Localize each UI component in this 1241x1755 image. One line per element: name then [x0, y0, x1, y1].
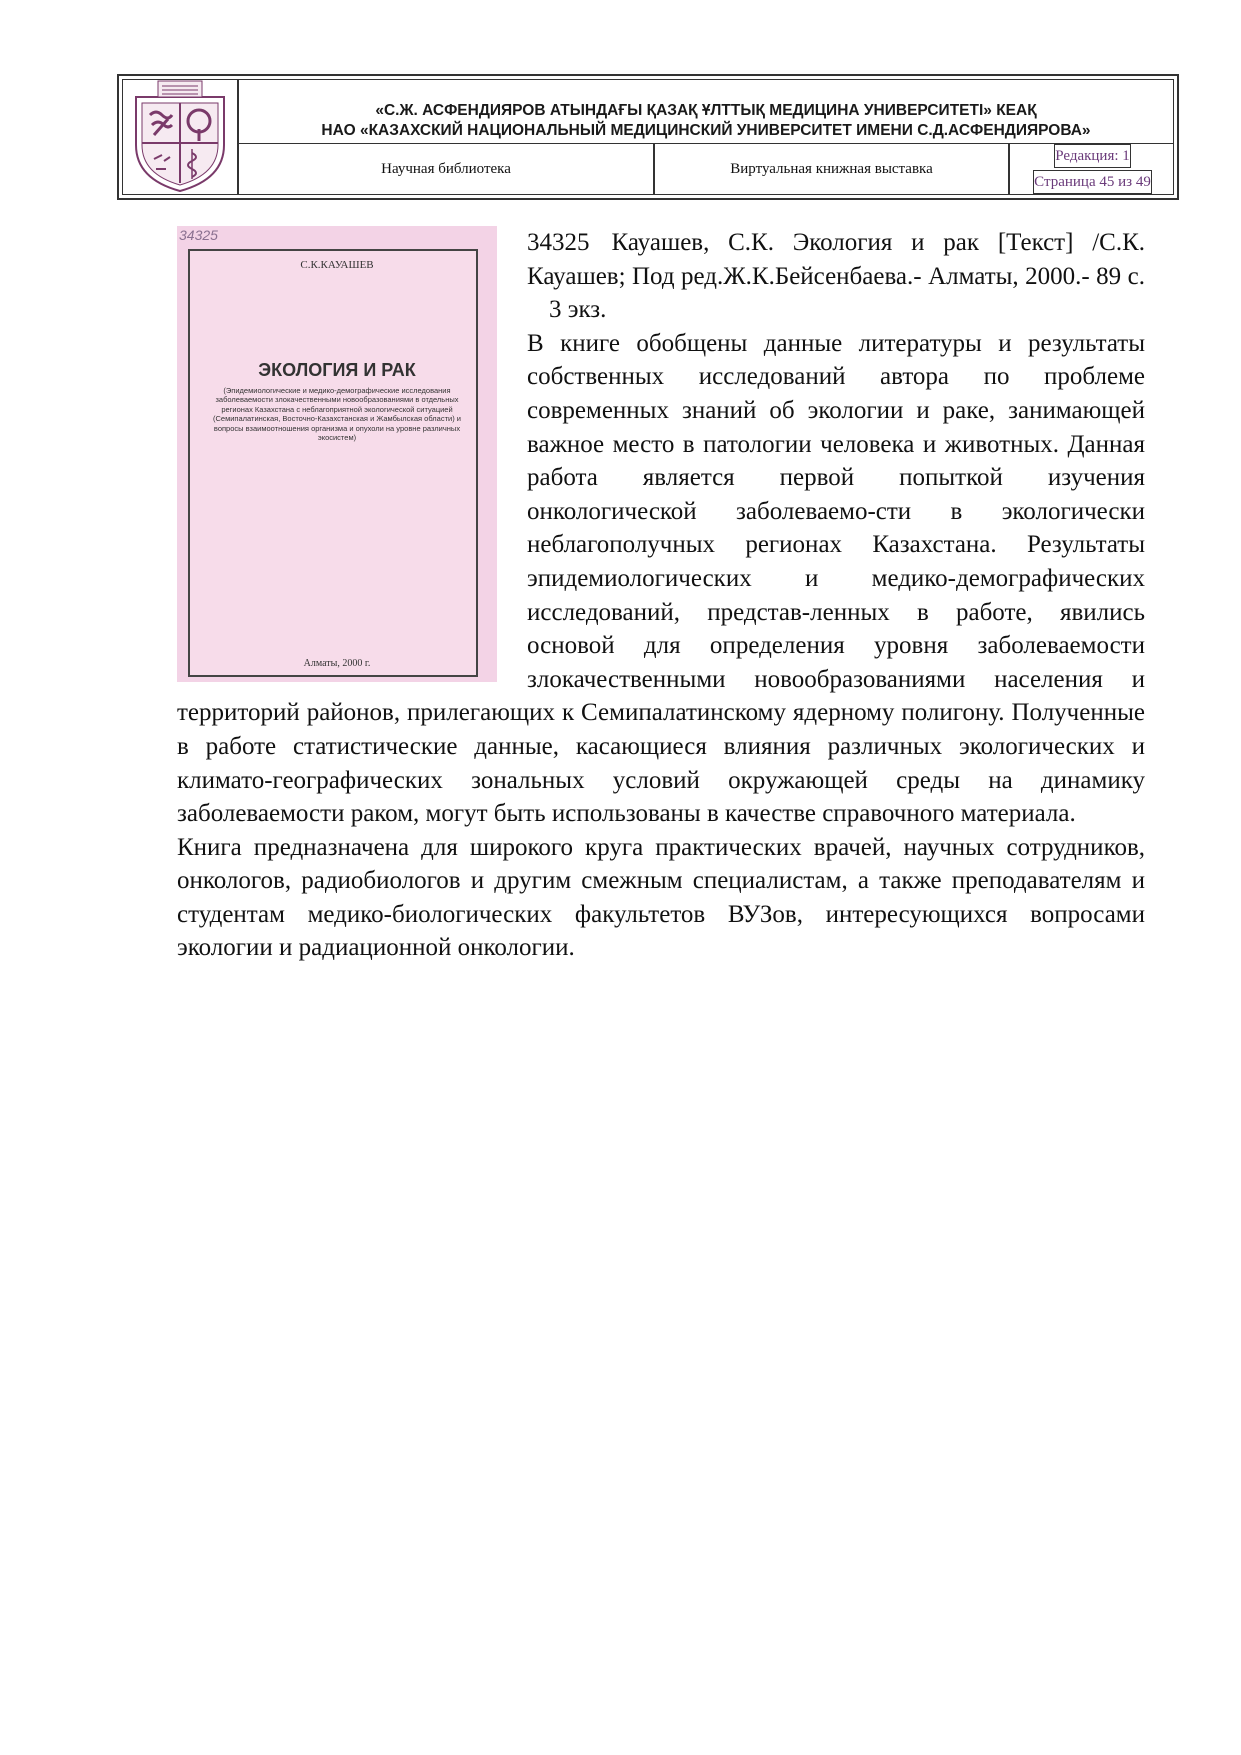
cover-inventory-mark: 34325	[179, 227, 218, 243]
cover-title: ЭКОЛОГИЯ И РАК	[258, 360, 416, 380]
exhibition-label: Виртуальная книжная выставка	[655, 144, 1010, 194]
citation-text: Кауашев, С.К. Экология и рак [Текст] /С.К. Кауашев; Под ред.Ж.К.Бейсенбаева.- Алматы, 2000.- 89 с.	[527, 229, 1145, 290]
university-emblem-icon	[128, 79, 232, 195]
cover-author: С.К.КАУАШЕВ	[300, 259, 374, 271]
edition-label: Редакция: 1	[1054, 144, 1131, 168]
copies-count: 3 экз.	[549, 296, 607, 324]
title-kz: «С.Ж. АСФЕНДИЯРОВ АТЫНДАҒЫ ҚАЗАҚ ҰЛТТЫҚ МЕДИЦИНА УНИВЕРСИТЕТІ» КЕАҚ	[375, 102, 1037, 119]
book-abstract: В книге обобщены данные литературы и результаты собственных исследований автора по проблеме современных знаний об экологии и раке, занимающей важное место в патологии человека и животных. Данная работа является первой попыткой изучения онкологической заболеваемо-сти в экологически неблагополучных регионах Казахстана. Результаты эпидемиологических и медико-демографических исследований, представ-ленных в работе, явились основой для определения уровня заболеваемости злокачественными новообразованиями населения и территорий районов, прилегающих к Семипалатинскому ядерному полигону. Полученные в работе статистические данные, касающиеся влияния различных экологических и климато-географических зональных условий окружающей среды на динамику заболеваемости раком, могут быть использованы в качестве справочного материала.	[177, 329, 1145, 828]
university-logo-cell	[123, 80, 239, 194]
book-entry	[177, 226, 1145, 965]
book-cover-image	[177, 226, 497, 682]
page-number: Страница 45 из 49	[1033, 170, 1152, 194]
header-table	[122, 79, 1174, 195]
cover-city-year: Алматы, 2000 г.	[303, 658, 371, 669]
library-label: Научная библиотека	[239, 144, 655, 194]
header-titles	[239, 80, 1173, 144]
title-ru: НАО «КАЗАХСКИЙ НАЦИОНАЛЬНЫЙ МЕДИЦИНСКИЙ УНИВЕРСИТЕТ ИМЕНИ С.Д.АСФЕНДИЯРОВА»	[321, 122, 1091, 139]
book-number: 34325	[527, 229, 590, 256]
cover-subtitle: (Эпидемиологические и медико-демографические исследования заболеваемости злокачественными новообразованиями в отдельных регионах Казахстана с неблагоприятной экологической ситуацией (Семипалатинская, Восточно-Казахстанская и Жамбылская области) и вопросы взаимоотношения организма и опухоли на уровне различных экосистем)	[213, 386, 461, 443]
document-header	[117, 74, 1179, 200]
book-audience: Книга предназначена для широкого круга практических врачей, научных сотрудников, онкологов, радиобиологов и другим смежным специалистам, а также преподавателям и студентам медико-биологических факультетов ВУЗов, интересующихся вопросами экологии и радиационной онкологии.	[177, 833, 1145, 962]
